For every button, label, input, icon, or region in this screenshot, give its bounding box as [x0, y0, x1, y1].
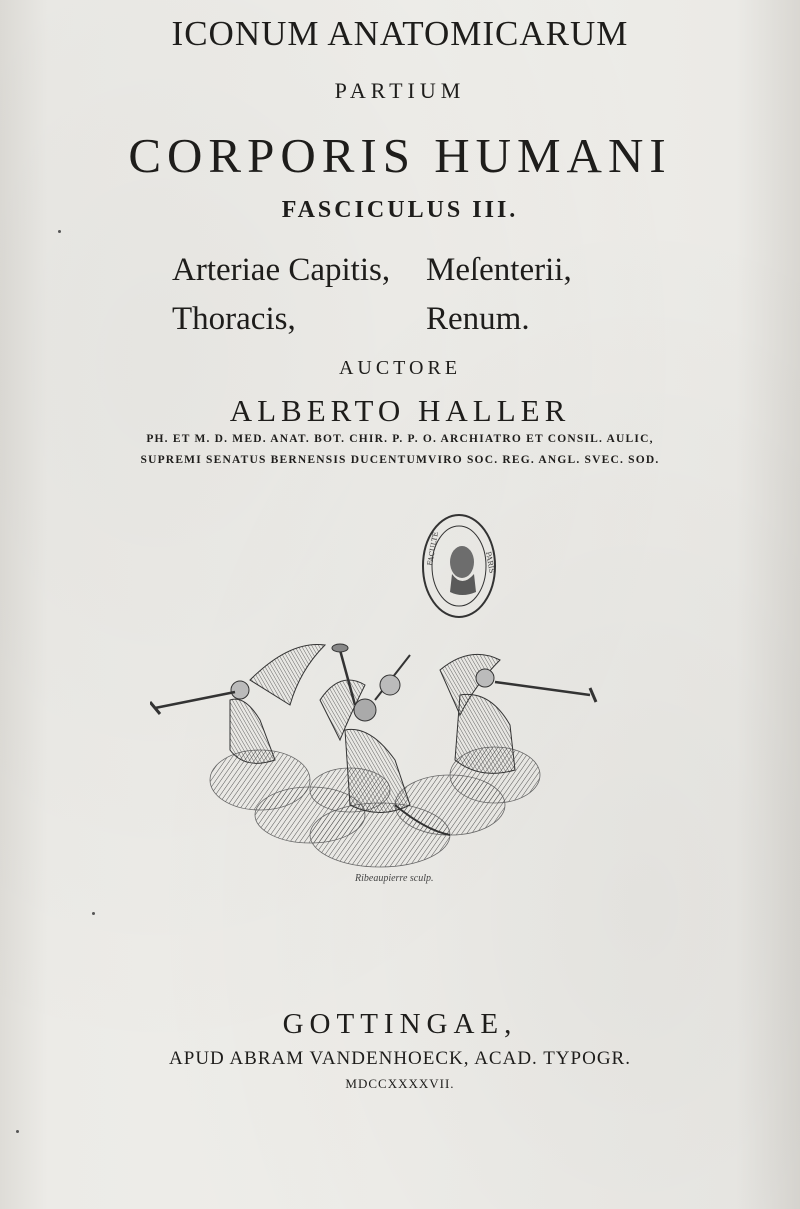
svg-text:PARIS: PARIS: [484, 550, 496, 574]
paper-speck: [58, 230, 61, 233]
contents-right-1: Meſenterii,: [426, 252, 572, 288]
engraver-signature: Ribeaupierre sculp.: [355, 873, 434, 884]
library-stamp-icon: [420, 512, 498, 620]
paper-speck: [92, 912, 95, 915]
contents-left-2: Thoracis,: [172, 301, 296, 337]
title-line-1: ICONUM ANATOMICARUM: [171, 14, 629, 53]
contents-right-2: Renum.: [426, 301, 530, 337]
title-line-3: CORPORIS HUMANI: [128, 128, 672, 183]
contents-left-1: Arteriae Capitis,: [172, 252, 391, 288]
title-line-4: FASCICULUS III.: [281, 197, 519, 223]
author-titles-line-2: SUPREMI SENATUS BERNENSIS DUCENTUMVIRO SOC. REG. ANGL. SVEC. SOD.: [140, 454, 660, 466]
paper-speck: [16, 1130, 19, 1133]
imprint-city: GOTTINGAE,: [282, 1008, 518, 1040]
auctore-label: AUCTORE: [338, 357, 462, 379]
author-name: ALBERTO HALLER: [229, 393, 571, 428]
author-titles-line-1: PH. ET M. D. MED. ANAT. BOT. CHIR. P. P. O. ARCHIATRO ET CONSIL. AULIC,: [146, 433, 654, 445]
imprint-year: MDCCXXXXVII.: [345, 1076, 455, 1091]
imprint-publisher: APUD ABRAM VANDENHOECK, ACAD. TYPOGR.: [169, 1048, 631, 1069]
svg-text:FACULTE: FACULTE: [426, 531, 440, 567]
title-line-2: PARTIUM: [334, 78, 466, 103]
angels-vignette-illustration: [150, 630, 600, 892]
